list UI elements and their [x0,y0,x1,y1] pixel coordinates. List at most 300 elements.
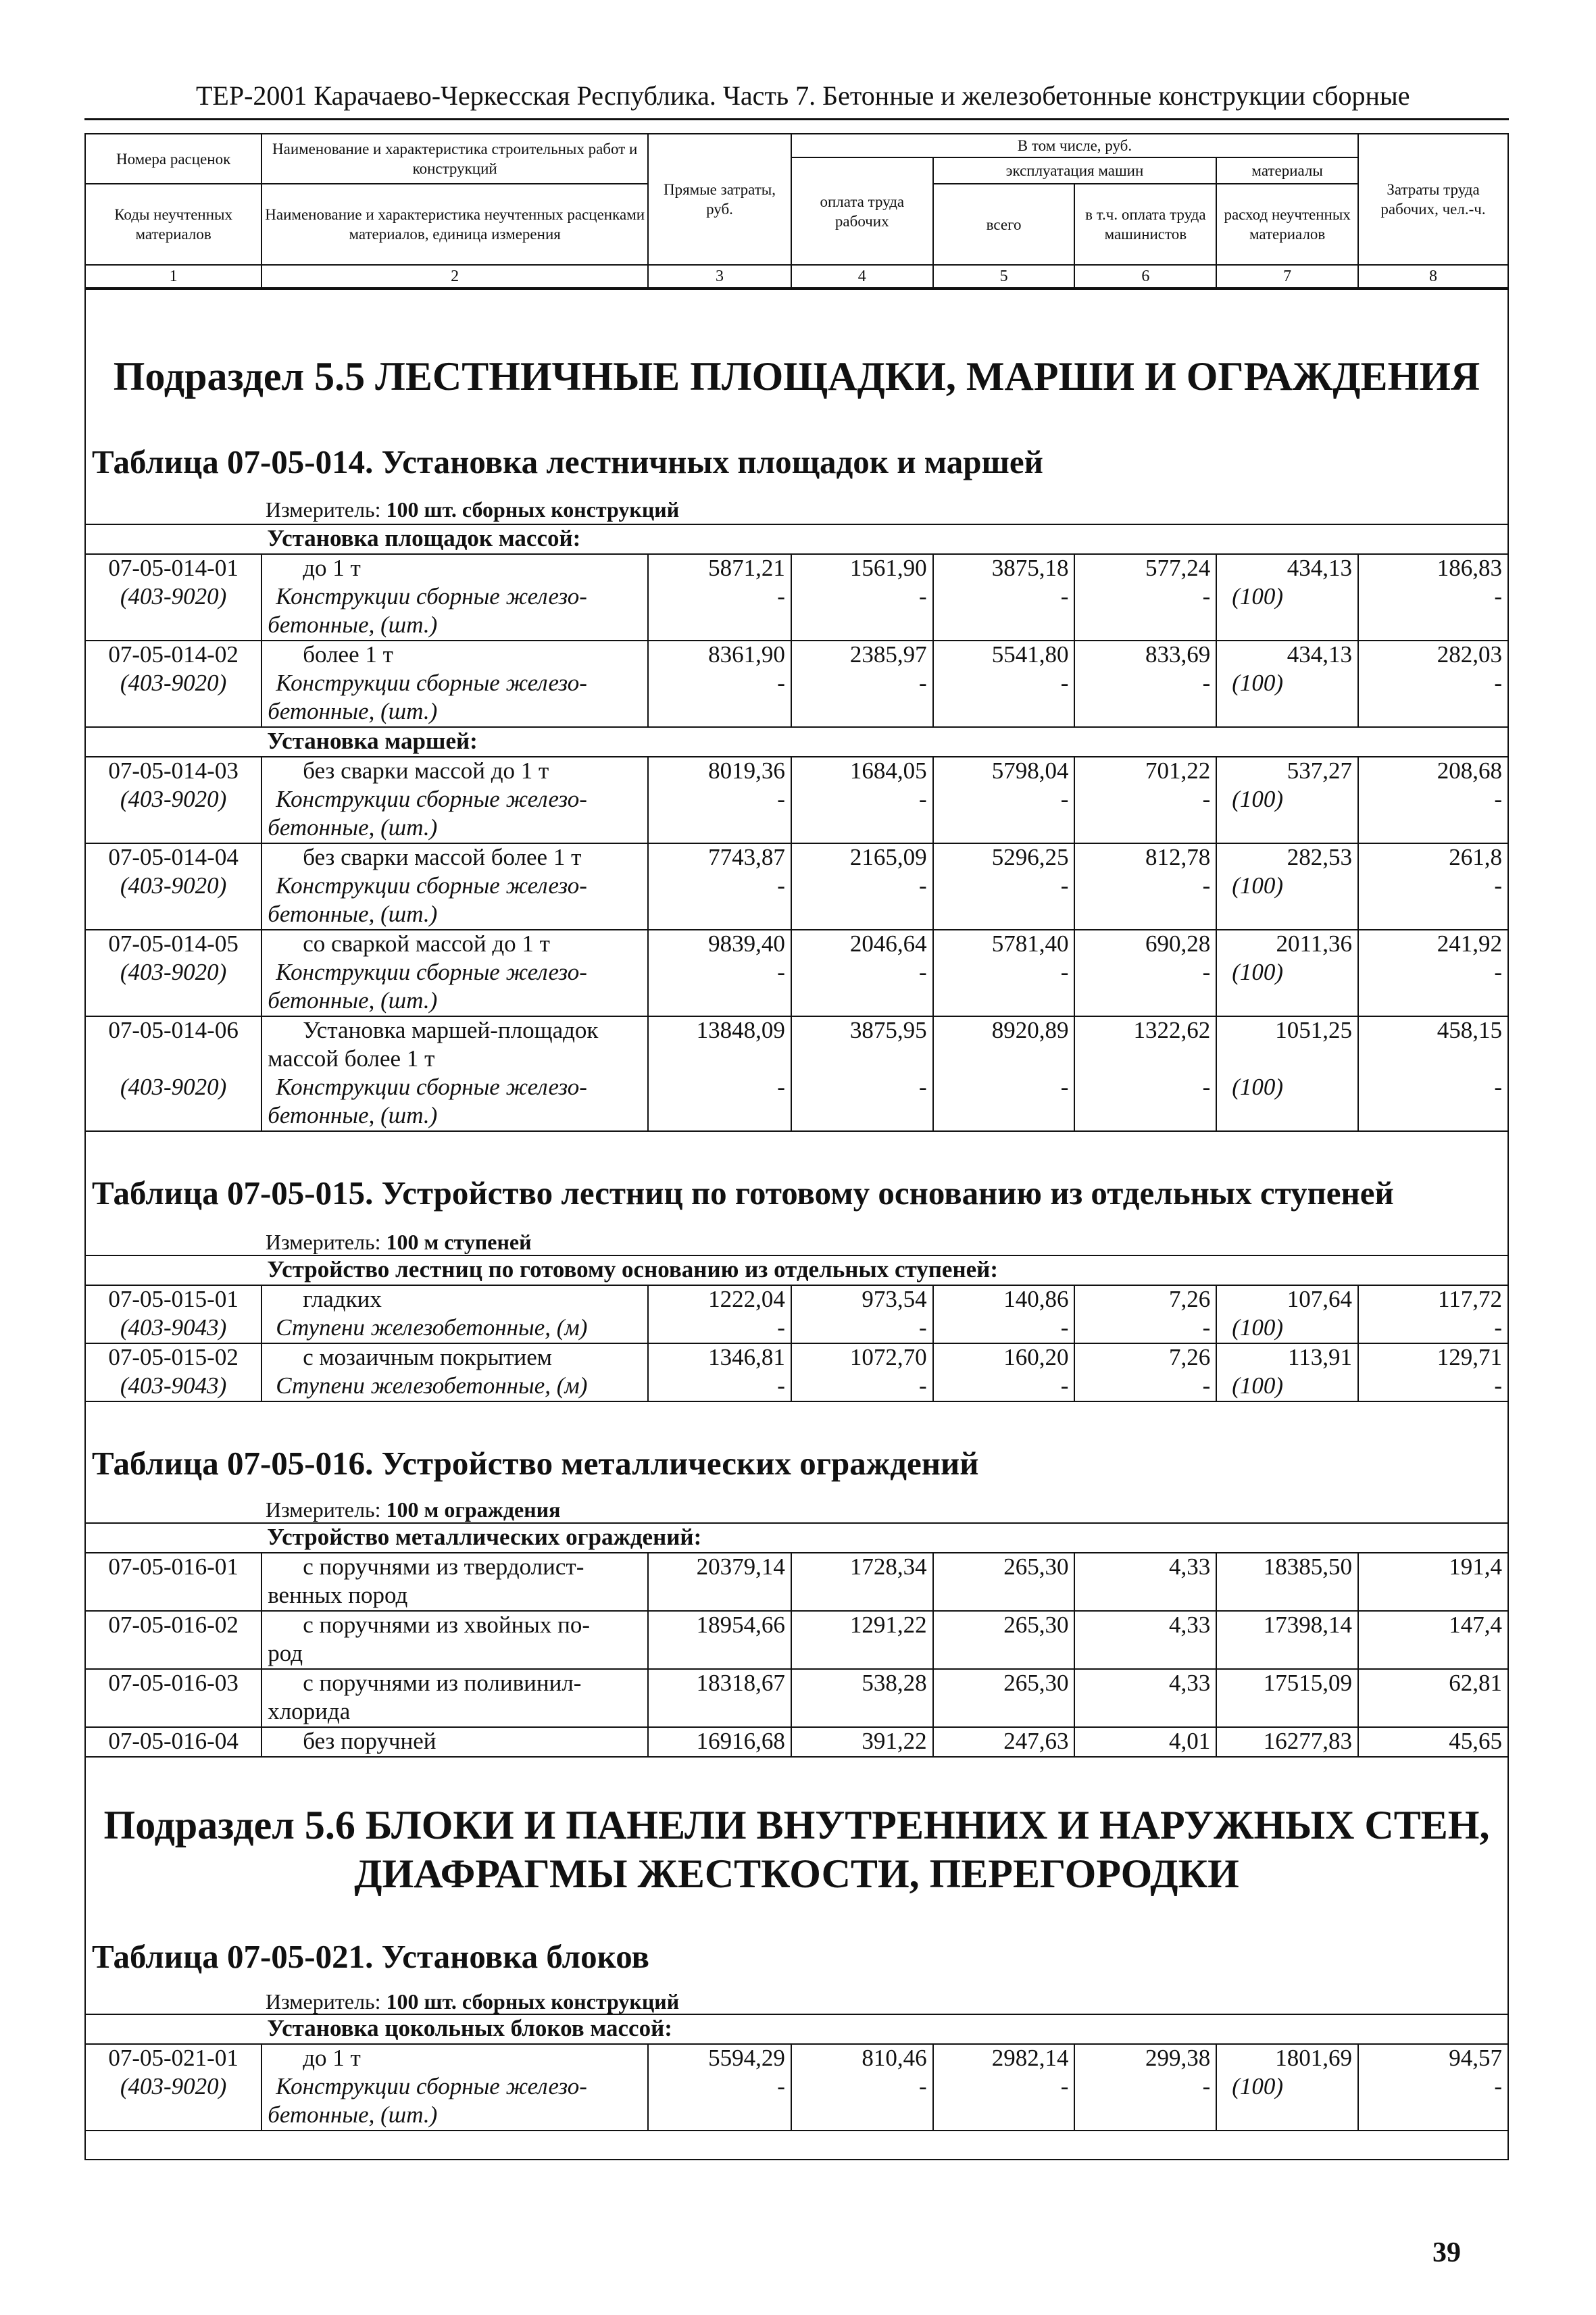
rate-code: 07-05-015-02 [85,1343,261,1372]
dash-cell: - [648,1314,791,1343]
material-name: Конструкции сборные железо- [261,2073,648,2101]
dash-cell: - [1074,1074,1216,1102]
rate-code: 07-05-014-03 [85,757,261,786]
material-row [85,1372,1508,1401]
dash-cell: - [791,959,933,987]
material-name: Конструкции сборные железо- [261,583,648,612]
material-name-cont: бетонные, (шт.) [261,987,648,1016]
blank-cell [933,1102,1075,1131]
column-header-table [84,133,1509,290]
rate-value: 1684,05 [791,757,933,786]
subheading-row [85,2014,1508,2044]
material-row [85,1314,1508,1343]
rate-value: 265,30 [933,1669,1075,1698]
blank-cell [648,2101,791,2131]
section-title: Подраздел 5.5 ЛЕСТНИЧНЫЕ ПЛОЩАДКИ, МАРШИ И ОГРАЖДЕНИЯ [113,354,1480,399]
blank-cell [933,1640,1075,1669]
rate-value: 299,38 [1074,2044,1216,2073]
blank-cell [933,698,1075,727]
rate-value: 265,30 [933,1611,1075,1640]
rate-value: 458,15 [1358,1016,1508,1045]
materials-header: материалы [1216,157,1358,184]
blank-cell [1216,1045,1358,1074]
rate-code: 07-05-014-02 [85,641,261,670]
dash-cell: - [1358,1314,1508,1343]
table-row [85,1016,1508,1045]
blank-cell [1074,612,1216,641]
blank-cell [791,2101,933,2131]
blank-cell [85,698,261,727]
material-qty: (100) [1216,1314,1358,1343]
rate-value: 160,20 [933,1343,1075,1372]
material-row [85,583,1508,612]
rate-name: с мозаичным покрытием [261,1343,648,1372]
rate-code: 07-05-015-01 [85,1285,261,1314]
dash-cell: - [791,786,933,814]
rate-name-cont: хлорида [261,1698,648,1727]
table-title: Таблица 07-05-016. Устройство металлических ограждений [92,1445,979,1482]
material-code: (403-9020) [85,2073,261,2101]
blank-cell [1074,1698,1216,1727]
col5-header: всего [933,184,1075,265]
blank-cell [933,2101,1075,2131]
blank-cell [791,1102,933,1131]
material-name-cont: бетонные, (шт.) [261,1102,648,1131]
rate-value: 1072,70 [791,1343,933,1372]
subheading: Устройство лестниц по готовому основанию из отдельных ступеней: [261,1255,1508,1285]
dash-cell: - [791,583,933,612]
rate-value: 8920,89 [933,1016,1075,1045]
dash-cell: - [791,670,933,698]
material-qty: (100) [1216,786,1358,814]
dash-cell: - [1074,786,1216,814]
measure-value: 100 шт. сборных конструкций [386,497,680,522]
blank-cell [791,814,933,843]
rate-value: 247,63 [933,1727,1075,1757]
measure-value: 100 м ступеней [386,1230,532,1254]
blank-cell [85,2101,261,2131]
table-row [85,930,1508,959]
blank-cell [933,1582,1075,1611]
rate-value: 434,13 [1216,641,1358,670]
dash-cell: - [1074,1372,1216,1401]
rate-value: 5781,40 [933,930,1075,959]
subheading: Установка площадок массой: [261,524,1508,554]
rate-value: 7,26 [1074,1343,1216,1372]
rates-table-014 [84,524,1509,1132]
dash-cell: - [791,1074,933,1102]
table-row [85,1611,1508,1640]
subheading-row [85,524,1508,554]
section-title: Подраздел 5.6 БЛОКИ И ПАНЕЛИ ВНУТРЕННИХ И НАРУЖНЫХ СТЕН, [103,1803,1490,1847]
col1-top: Номера расценок [85,134,261,184]
blank-cell [648,814,791,843]
blank-cell [791,1582,933,1611]
col7-header: расход неучтенных материалов [1216,184,1358,265]
table-row [85,1343,1508,1372]
material-name: Конструкции сборные железо- [261,1074,648,1102]
blank-cell [1074,987,1216,1016]
rate-value: 45,65 [1358,1727,1508,1757]
rate-value: 1728,34 [791,1553,933,1582]
blank-cell [1358,1698,1508,1727]
material-qty: (100) [1216,872,1358,901]
blank-cell [933,901,1075,930]
dash-cell: - [648,786,791,814]
blank-cell [791,987,933,1016]
rate-value: 973,54 [791,1285,933,1314]
dash-cell: - [933,1372,1075,1401]
dash-cell: - [791,1314,933,1343]
material-code: (403-9020) [85,959,261,987]
incl-header: В том числе, руб. [791,134,1358,157]
material-name: Конструкции сборные железо- [261,786,648,814]
rate-value: 8019,36 [648,757,791,786]
blank-cell [933,1045,1075,1074]
material-row-cont [85,1102,1508,1131]
blank-cell [648,1102,791,1131]
table-row-cont [85,1582,1508,1611]
blank-cell [648,612,791,641]
rate-value: 1561,90 [791,554,933,583]
rate-name-cont: род [261,1640,648,1669]
rate-name: без сварки массой до 1 т [261,757,648,786]
subheading-row [85,1523,1508,1553]
material-code: (403-9020) [85,670,261,698]
rate-name-cont: массой более 1 т [261,1045,648,1074]
col-num: 3 [648,265,791,289]
blank-cell [933,814,1075,843]
material-row-cont [85,901,1508,930]
dash-cell: - [791,2073,933,2101]
blank-cell [1216,814,1358,843]
measure-line [266,1988,679,2015]
measure-label: Измеритель: [266,1989,381,2014]
blank-cell [933,612,1075,641]
rate-value: 5296,25 [933,843,1075,872]
table-row-cont [85,1698,1508,1727]
col-num: 5 [933,265,1075,289]
blank-cell [1074,2101,1216,2131]
rate-code: 07-05-016-04 [85,1727,261,1757]
rate-name: со сваркой массой до 1 т [261,930,648,959]
rate-value: 17515,09 [1216,1669,1358,1698]
rate-value: 18318,67 [648,1669,791,1698]
rate-code: 07-05-014-05 [85,930,261,959]
subheading-spacer [85,524,261,554]
rate-value: 5594,29 [648,2044,791,2073]
blank-cell [1216,698,1358,727]
table-title: Таблица 07-05-014. Установка лестничных площадок и маршей [92,443,1043,480]
measure-line [266,1228,532,1255]
dash-cell: - [648,1074,791,1102]
rate-value: 2165,09 [791,843,933,872]
material-code: (403-9043) [85,1314,261,1343]
material-qty: (100) [1216,583,1358,612]
col-num: 1 [85,265,261,289]
rate-name: до 1 т [261,2044,648,2073]
blank-cell [1216,1640,1358,1669]
rate-value: 1051,25 [1216,1016,1358,1045]
blank-cell [85,814,261,843]
table-title: Таблица 07-05-015. Устройство лестниц по готовому основанию из отдельных ступеней [92,1174,1394,1212]
rate-value: 208,68 [1358,757,1508,786]
rate-value: 18385,50 [1216,1553,1358,1582]
rates-table-015 [84,1255,1509,1402]
material-row-cont [85,814,1508,843]
dash-cell: - [648,670,791,698]
blank-cell [648,987,791,1016]
dash-cell: - [1358,786,1508,814]
rate-value: 8361,90 [648,641,791,670]
page-number: 39 [1432,2237,1461,2268]
rate-value: 833,69 [1074,641,1216,670]
blank-cell [85,1045,261,1074]
material-name: Ступени железобетонные, (м) [261,1314,648,1343]
material-name: Конструкции сборные железо- [261,959,648,987]
rate-code: 07-05-014-01 [85,554,261,583]
blank-cell [648,1640,791,1669]
rate-value: 282,03 [1358,641,1508,670]
rate-value: 2046,64 [791,930,933,959]
material-qty: (100) [1216,959,1358,987]
col8-header: Затраты труда рабочих, чел.-ч. [1358,134,1508,265]
blank-cell [85,612,261,641]
bottom-rule [84,2159,1509,2160]
rate-value: 1322,62 [1074,1016,1216,1045]
blank-cell [1074,698,1216,727]
dash-cell: - [933,670,1075,698]
rate-value: 5541,80 [933,641,1075,670]
blank-cell [1216,1102,1358,1131]
rate-value: 186,83 [1358,554,1508,583]
rates-table-016 [84,1522,1509,1758]
rate-value: 3875,18 [933,554,1075,583]
rate-value: 690,28 [1074,930,1216,959]
blank-cell [791,1045,933,1074]
blank-cell [1358,1640,1508,1669]
blank-cell [1358,901,1508,930]
material-name-cont: бетонные, (шт.) [261,612,648,641]
subheading: Установка цокольных блоков массой: [261,2014,1508,2044]
measure-value: 100 м ограждения [386,1497,561,1522]
material-row [85,786,1508,814]
subheading: Установка маршей: [261,727,1508,757]
dash-cell: - [933,1074,1075,1102]
rate-code: 07-05-014-04 [85,843,261,872]
rate-name-cont: венных пород [261,1582,648,1611]
rate-code: 07-05-021-01 [85,2044,261,2073]
measure-line [266,496,679,523]
dash-cell: - [1358,2073,1508,2101]
col2-top: Наименование и характеристика строительных работ и конструкций [261,134,648,184]
blank-cell [1358,1102,1508,1131]
col1-bottom: Коды неучтенных материалов [85,184,261,265]
dash-cell: - [1358,872,1508,901]
blank-cell [791,901,933,930]
material-name-cont: бетонные, (шт.) [261,2101,648,2131]
rate-value: 94,57 [1358,2044,1508,2073]
dash-cell: - [1358,959,1508,987]
blank-cell [648,698,791,727]
rate-value: 577,24 [1074,554,1216,583]
blank-cell [1074,901,1216,930]
rate-code: 07-05-016-01 [85,1553,261,1582]
rate-value: 537,27 [1216,757,1358,786]
material-name: Конструкции сборные железо- [261,872,648,901]
table-row [85,757,1508,786]
material-name-cont: бетонные, (шт.) [261,901,648,930]
rate-value: 2385,97 [791,641,933,670]
rate-value: 7,26 [1074,1285,1216,1314]
table-row [85,1285,1508,1314]
rate-value: 701,22 [1074,757,1216,786]
rate-value: 20379,14 [648,1553,791,1582]
col-num: 7 [1216,265,1358,289]
blank-cell [1074,1045,1216,1074]
rate-value: 434,13 [1216,554,1358,583]
rate-name: с поручнями из поливинил- [261,1669,648,1698]
table-row [85,843,1508,872]
blank-cell [648,1698,791,1727]
rate-value: 4,33 [1074,1611,1216,1640]
blank-cell [85,901,261,930]
rate-value: 5798,04 [933,757,1075,786]
rate-value: 7743,87 [648,843,791,872]
table-row [85,1727,1508,1757]
material-qty: (100) [1216,670,1358,698]
blank-cell [1216,612,1358,641]
material-code: (403-9020) [85,872,261,901]
material-code: (403-9020) [85,583,261,612]
dash-cell: - [648,1372,791,1401]
rate-name: гладких [261,1285,648,1314]
rate-value: 1222,04 [648,1285,791,1314]
blank-cell [791,1640,933,1669]
material-name-cont: бетонные, (шт.) [261,698,648,727]
rate-name: с поручнями из хвойных по- [261,1611,648,1640]
rate-code: 07-05-016-02 [85,1611,261,1640]
machines-header: эксплуатация машин [933,157,1217,184]
rate-value: 4,33 [1074,1669,1216,1698]
blank-cell [1074,814,1216,843]
dash-cell: - [1358,1074,1508,1102]
material-code: (403-9043) [85,1372,261,1401]
rate-value: 16916,68 [648,1727,791,1757]
blank-cell [933,1698,1075,1727]
rate-value: 1291,22 [791,1611,933,1640]
measure-label: Измеритель: [266,1230,381,1254]
rate-value: 4,33 [1074,1553,1216,1582]
measure-value: 100 шт. сборных конструкций [386,1989,680,2014]
material-row [85,1074,1508,1102]
subheading: Устройство металлических ограждений: [261,1523,1508,1553]
table-title: Таблица 07-05-021. Установка блоков [92,1938,649,1975]
dash-cell: - [791,1372,933,1401]
rate-value: 9839,40 [648,930,791,959]
subheading-row [85,727,1508,757]
rate-value: 17398,14 [1216,1611,1358,1640]
rate-value: 62,81 [1358,1669,1508,1698]
material-name: Конструкции сборные железо- [261,670,648,698]
rate-value: 810,46 [791,2044,933,2073]
col-num: 2 [261,265,648,289]
blank-cell [1216,1582,1358,1611]
rate-value: 1346,81 [648,1343,791,1372]
rate-value: 2982,14 [933,2044,1075,2073]
material-qty: (100) [1216,1372,1358,1401]
table-row [85,1669,1508,1698]
rate-value: 538,28 [791,1669,933,1698]
dash-cell: - [933,786,1075,814]
measure-label: Измеритель: [266,497,381,522]
material-row-cont [85,698,1508,727]
section-title: ДИАФРАГМЫ ЖЕСТКОСТИ, ПЕРЕГОРОДКИ [354,1851,1239,1896]
blank-cell [791,698,933,727]
col4-header: оплата труда рабочих [791,157,933,265]
blank-cell [1358,987,1508,1016]
dash-cell: - [648,959,791,987]
dash-cell: - [1358,670,1508,698]
col-num: 4 [791,265,933,289]
material-row [85,2073,1508,2101]
rate-value: 113,91 [1216,1343,1358,1372]
blank-cell [1358,698,1508,727]
rate-value: 5871,21 [648,554,791,583]
material-name-cont: бетонные, (шт.) [261,814,648,843]
rate-value: 265,30 [933,1553,1075,1582]
rate-value: 117,72 [1358,1285,1508,1314]
rate-value: 147,4 [1358,1611,1508,1640]
rate-value: 191,4 [1358,1553,1508,1582]
blank-cell [1216,1698,1358,1727]
rate-value: 129,71 [1358,1343,1508,1372]
blank-cell [85,987,261,1016]
subheading-row [85,1255,1508,1285]
table-row [85,554,1508,583]
blank-cell [1358,612,1508,641]
dash-cell: - [1358,1372,1508,1401]
rate-name: с поручнями из твердолист- [261,1553,648,1582]
material-name: Ступени железобетонные, (м) [261,1372,648,1401]
dash-cell: - [933,2073,1075,2101]
rates-table-021 [84,2014,1509,2131]
material-qty: (100) [1216,2073,1358,2101]
blank-cell [648,901,791,930]
dash-cell: - [648,583,791,612]
blank-cell [1074,1582,1216,1611]
measure-line [266,1496,560,1523]
blank-cell [648,1045,791,1074]
subheading-spacer [85,1523,261,1553]
col3-header: Прямые затраты, руб. [648,134,791,265]
dash-cell: - [933,872,1075,901]
rate-value: 3875,95 [791,1016,933,1045]
rate-value: 13848,09 [648,1016,791,1045]
dash-cell: - [1074,1314,1216,1343]
rate-name: без сварки массой более 1 т [261,843,648,872]
blank-cell [791,1698,933,1727]
material-row-cont [85,612,1508,641]
blank-cell [1358,814,1508,843]
table-row [85,1553,1508,1582]
blank-cell [1216,987,1358,1016]
rate-name: Установка маршей-площадок [261,1016,648,1045]
material-qty: (100) [1216,1074,1358,1102]
subheading-spacer [85,1255,261,1285]
blank-cell [85,1582,261,1611]
blank-cell [1074,1102,1216,1131]
